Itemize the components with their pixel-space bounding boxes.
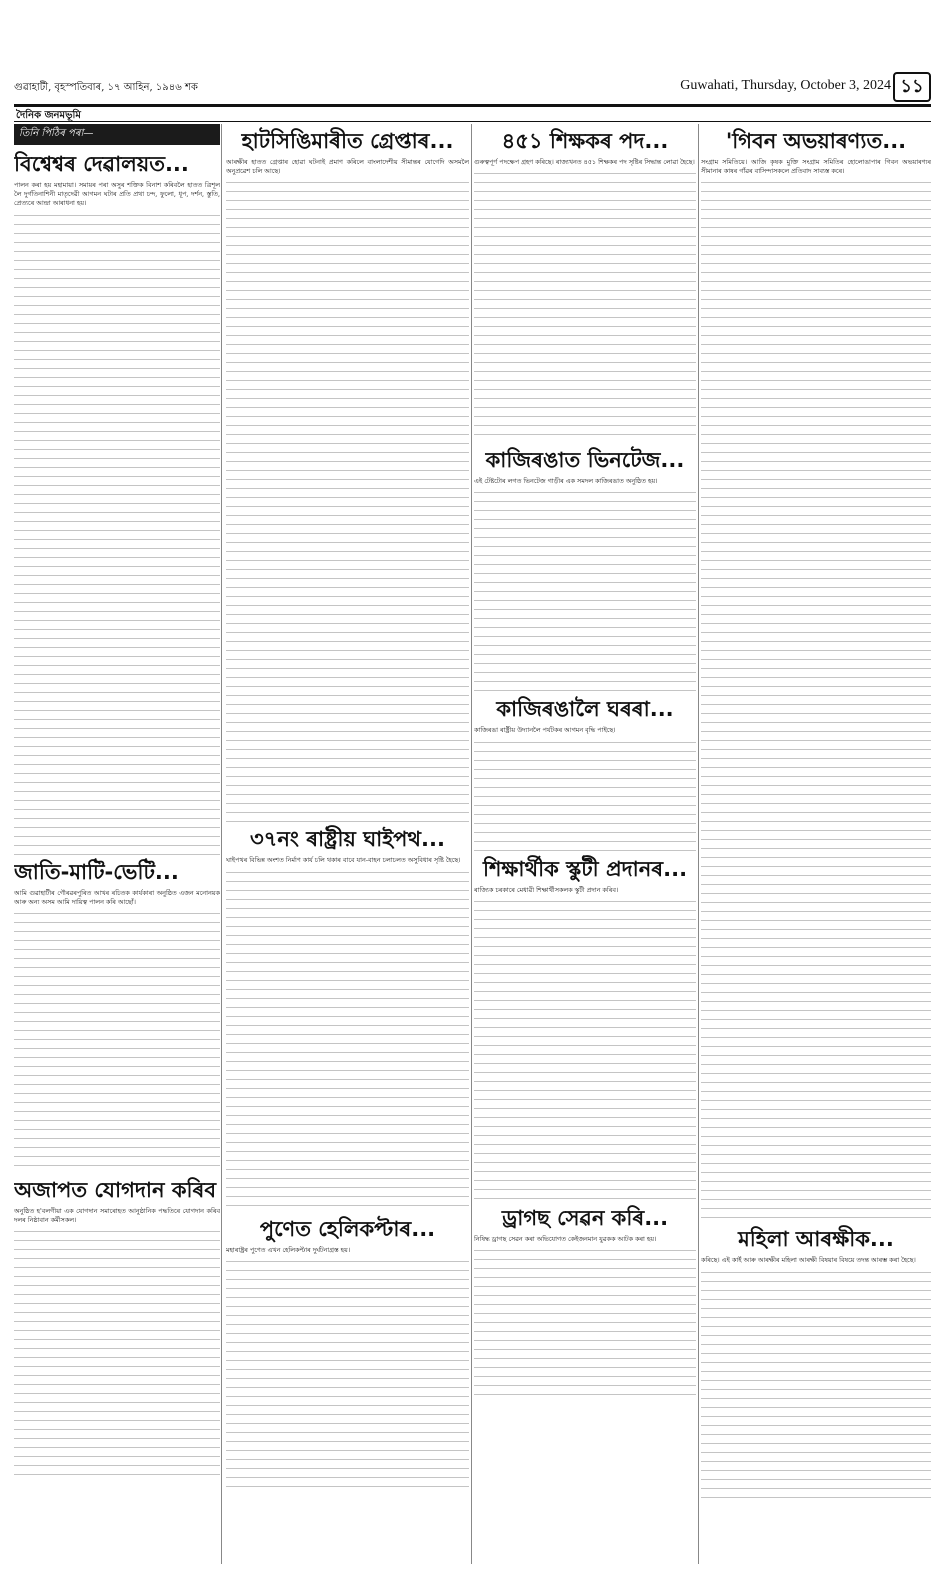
date-assamese: গুৱাহাটী, বৃহস্পতিবাৰ, ১৭ আহিন, ১৯৪৬ শক xyxy=(14,82,198,93)
article-text-block xyxy=(474,1250,696,1400)
article-headline: ড্ৰাগছ সেৱন কৰি... xyxy=(501,1205,669,1230)
article-body: পালন কৰা হয় মহামায়া। সমায়ৰ পৰা অসুৰ শক্তিক বিনাশ কৰিবলৈ হাতত ত্ৰিশূল লৈ দুৰ্গতিনাশিনী মাতৃদেৱী আগমন ঘটাৰ প্ৰতি প্ৰথা চন্দ, ফুলো, ধূপ, দৰ্শন, স্তুতি, প্ৰেত্যৰে আন্দ্ৰা আৰাধনা হয়। xyxy=(14,181,220,208)
column-2 xyxy=(226,124,469,1564)
column-1 xyxy=(14,124,220,1564)
article-body: অনুষ্ঠিত হ'বলগীয়া এক যোগদান সমাৰোহত আনুষ্ঠানিক পদ্ধতিৰে যোগদান কৰিব দলৰ নিষ্ঠাবান কৰ্মীসকল। xyxy=(14,1207,220,1225)
column-3 xyxy=(474,124,696,1564)
article-body: আমি গুৱাহাটীৰ গৌৰৱৰপুৰিত আখৰ ৰচিতক কাৰ্যকাৰা অনুষ্ঠিত এজন মনোনয়ক আৰু অন্য অসম আমি দায়িত্ব পালন কৰি আছোঁ। xyxy=(14,888,220,906)
article-body: কাজিৰঙা ৰাষ্ট্ৰীয় উদ্যানলৈ পৰ্যটকৰ আগমন বৃদ্ধি পাইছে। xyxy=(474,726,616,735)
article-body: সংগ্ৰাম সমিতিয়ে। আজি কৃষক মুক্তি সংগ্ৰাম সমিতিৰ হোলোঙাপাৰ গিবন অভয়াৰণ্যৰ সীমানাৰ কাষৰ গাঁৱৰ বাসিন্দাসকলে প্ৰতিবাদ সাব্যস্ত কৰে। xyxy=(701,158,931,176)
article-headline: 'গিবন অভয়াৰণ্যত... xyxy=(725,129,907,153)
continued-banner: তিনি পিঠিৰ পৰা— xyxy=(14,124,220,145)
article-text-block xyxy=(474,492,696,692)
article-headline: বিশ্বেশ্বৰ দেৱালয়ত... xyxy=(14,152,189,176)
masthead-title: দৈনিক জনমভূমি xyxy=(16,110,81,121)
article-headline: অজাপত যোগদান কৰিব xyxy=(14,1178,217,1203)
article-text-block xyxy=(226,872,469,1212)
article-text-block xyxy=(14,913,220,1173)
article-body: গুৰুত্বপূৰ্ণ পদক্ষেপ গ্ৰহণ কৰিছে। ৰাজ্যখনত ৪৫১ শিক্ষকৰ পদ সৃষ্টিৰ সিদ্ধান্ত লোৱা হৈছে। xyxy=(474,158,695,166)
article-headline: জাতি-মাটি-ভেটি... xyxy=(14,859,179,884)
article-headline: শিক্ষাৰ্থীক স্কুটী প্ৰদানৰ... xyxy=(482,856,688,881)
article-headline: পুণেত হেলিকপ্টাৰ... xyxy=(259,1216,436,1241)
article-text-block xyxy=(14,1231,220,1481)
column-divider xyxy=(221,124,222,1564)
article-body: ৰাজ্যিক চৰকাৰে মেধাৱী শিক্ষাৰ্থীসকলক স্কুটী প্ৰদান কৰিব। xyxy=(474,885,619,894)
article-headline: কাজিৰঙালৈ ঘৰৰা... xyxy=(496,697,674,722)
date-english: Guwahati, Thursday, October 3, 2024 xyxy=(680,78,891,93)
article-headline: কাজিৰঙাত ভিনটেজ... xyxy=(485,448,685,473)
article-body: এই টেষ্টটোৰ লগত ভিনটেজ গাড়ীৰ এক সমদল কাজিৰঙাত অনুষ্ঠিত হয়। xyxy=(474,477,658,486)
page-number: ১১ xyxy=(893,72,931,102)
masthead xyxy=(14,104,931,122)
article-body: আৰক্ষীৰ হাতত গ্ৰেপ্তাৰ হোৱা ঘটনাই প্ৰমাণ কৰিলে বাংলাদেশীয় সীমান্তৰ যোগেদি অসমলৈ অনুপ্ৰৱেশ চলি আছে। xyxy=(226,158,469,176)
column-divider xyxy=(698,124,699,1564)
article-text-block xyxy=(701,1272,931,1502)
article-text-block xyxy=(701,182,931,1222)
article-body: কৰিছে। এই কাৰ্ই আৰু আৰক্ষীৰ মহিলা আৰক্ষী বিষয়াৰ বিষয়ে তদন্ত আৰম্ভ কৰা হৈছে। xyxy=(701,1256,916,1265)
article-text-block xyxy=(474,742,696,852)
article-text-block xyxy=(474,173,696,443)
article-text-block xyxy=(226,1261,469,1491)
dateline xyxy=(14,72,931,100)
column-divider xyxy=(471,124,472,1564)
column-4 xyxy=(701,124,931,1564)
article-headline: মহিলা আৰক্ষীক... xyxy=(738,1227,894,1252)
article-text-block xyxy=(474,901,696,1201)
article-headline: ৪৫১ শিক্ষকৰ পদ... xyxy=(501,129,669,153)
article-headline: হাটসিঙিমাৰীত গ্ৰেপ্তাৰ... xyxy=(241,129,454,153)
article-text-block xyxy=(226,182,469,822)
article-text-block xyxy=(14,215,220,855)
article-body: ঘাইপথৰ বিভিন্ন অংশত নিৰ্মাণ কাৰ্য চলি থকাৰ বাবে যান-বাহন চলাচলত অসুবিধাৰ সৃষ্টি হৈছে। xyxy=(226,856,461,865)
article-body: মহাৰাষ্ট্ৰৰ পুণেত এখন হেলিকপ্টাৰ দুৰ্ঘটনাগ্ৰস্ত হয়। xyxy=(226,1245,351,1254)
article-body: নিষিদ্ধ ড্ৰাগছ সেৱন কৰা অভিযোগত কেইজনমান যুৱকক আটক কৰা হয়। xyxy=(474,1234,657,1243)
article-headline: ৩৭নং ৰাষ্ট্ৰীয় ঘাইপথ... xyxy=(250,827,445,852)
